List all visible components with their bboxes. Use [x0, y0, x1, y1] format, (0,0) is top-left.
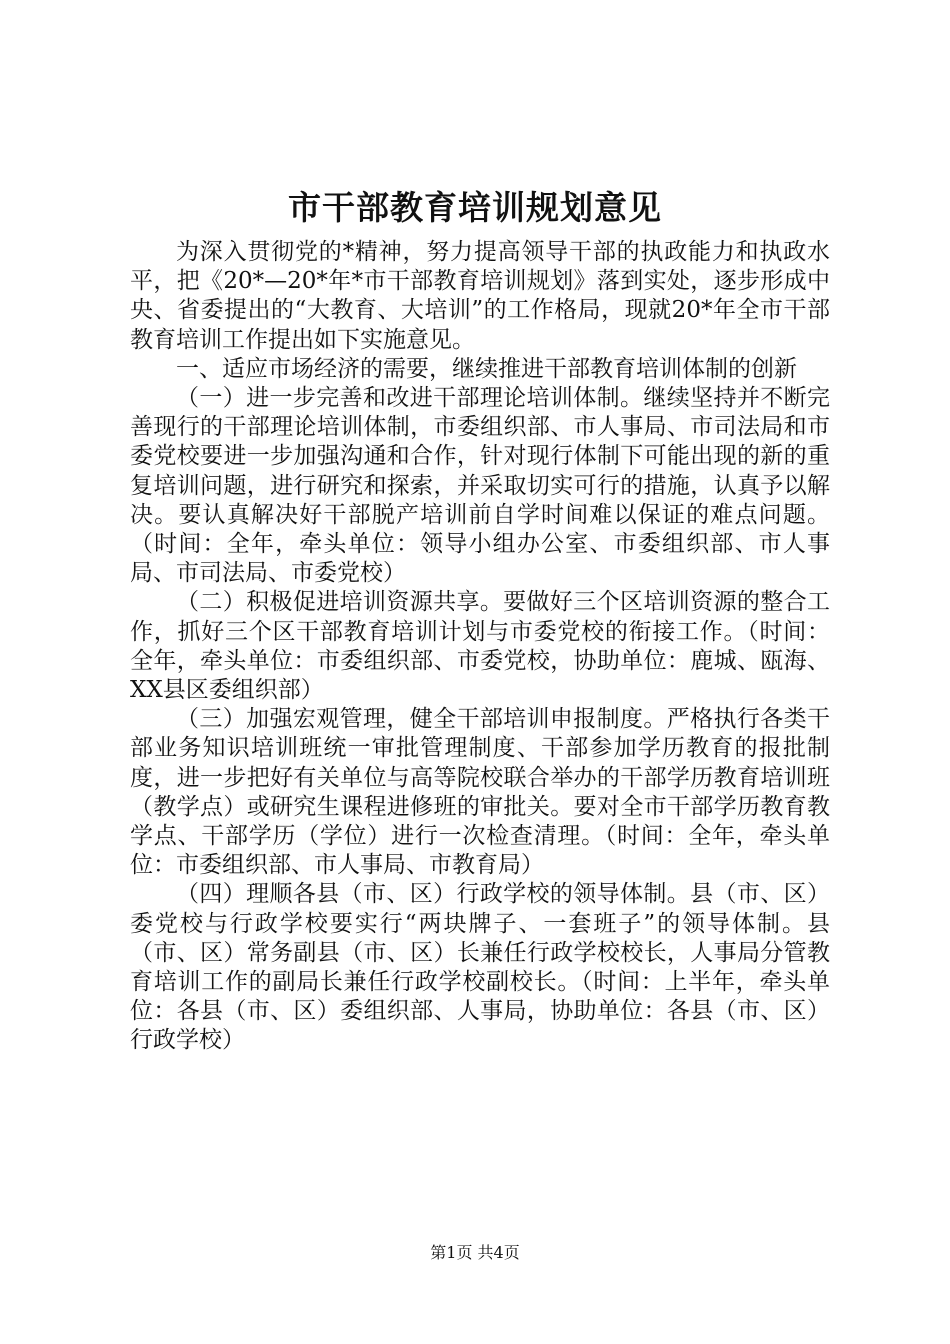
item-paragraph-2: （二）积极促进培训资源共享。要做好三个区培训资源的整合工作，抓好三个区干部教育培训计划与市委党校的衔接工作。（时间：全年，牵头单位：市委组织部、市委党校，协助单位：鹿城、瓯海、XX县区委组织部）	[130, 589, 830, 704]
page-number: 第1页	[430, 1243, 473, 1262]
document-title: 市干部教育培训规划意见	[288, 188, 662, 227]
page-footer	[0, 1242, 950, 1264]
item-paragraph-3: （三）加强宏观管理，健全干部培训申报制度。严格执行各类干部业务知识培训班统一审批管理制度、干部参加学历教育的报批制度，进一步把好有关单位与高等院校联合举办的干部学历教育培训班（教学点）或研究生课程进修班的审批关。要对全市干部学历教育教学点、干部学历（学位）进行一次检查清理。（时间：全年，牵头单位：市委组织部、市人事局、市教育局）	[130, 706, 830, 879]
item-paragraph-1: （一）进一步完善和改进干部理论培训体制。继续坚持并不断完善现行的干部理论培训体制，市委组织部、市人事局、市司法局和市委党校要进一步加强沟通和合作，针对现行体制下可能出现的新的重复培训问题，进行研究和探索，并采取切实可行的措施，认真予以解决。要认真解决好干部脱产培训前自学时间难以保证的难点问题。（时间：全年，牵头单位：领导小组办公室、市委组织部、市人事局、市司法局、市委党校）	[130, 385, 830, 587]
intro-paragraph: 为深入贯彻党的*精神，努力提高领导干部的执政能力和执政水平，把《20*—20*年*市干部教育培训规划》落到实处，逐步形成中央、省委提出的“大教育、大培训”的工作格局，现就20*年全市干部教育培训工作提出如下实施意见。	[130, 239, 830, 353]
item-paragraph-4: （四）理顺各县（市、区）行政学校的领导体制。县（市、区）委党校与行政学校要实行“两块牌子、一套班子”的领导体制。县（市、区）常务副县（市、区）长兼任行政学校校长，人事局分管教育培训工作的副局长兼任行政学校副校长。（时间：上半年，牵头单位：各县（市、区）委组织部、人事局，协助单位：各县（市、区）行政学校）	[130, 881, 830, 1054]
total-pages: 共4页	[477, 1243, 520, 1262]
section-heading-1: 一、适应市场经济的需要，继续推进干部教育培训体制的创新	[176, 355, 797, 382]
document-body	[130, 238, 830, 1056]
